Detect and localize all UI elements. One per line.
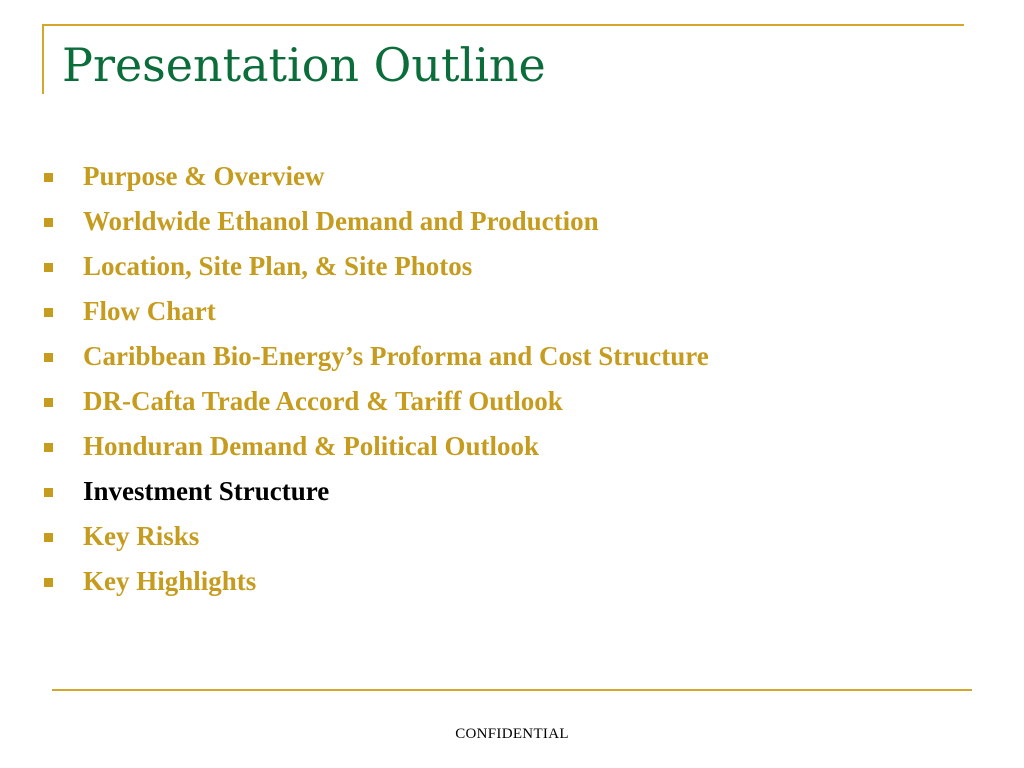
outline-item-label: Key Risks — [83, 521, 200, 551]
square-bullet-icon — [44, 263, 53, 272]
outline-list — [44, 154, 709, 604]
outline-item-dr-cafta — [44, 379, 709, 424]
square-bullet-icon — [44, 218, 53, 227]
square-bullet-icon — [44, 173, 53, 182]
square-bullet-icon — [44, 398, 53, 407]
outline-item-label: Honduran Demand & Political Outlook — [83, 431, 540, 461]
outline-item-flow-chart — [44, 289, 709, 334]
outline-item-key-risks — [44, 514, 709, 559]
outline-item-key-highlights — [44, 559, 709, 604]
square-bullet-icon — [44, 578, 53, 587]
outline-item-label: Worldwide Ethanol Demand and Production — [83, 206, 599, 236]
outline-item-honduran-demand — [44, 424, 709, 469]
outline-item-proforma — [44, 334, 709, 379]
outline-item-label: Flow Chart — [83, 296, 216, 326]
square-bullet-icon — [44, 308, 53, 317]
square-bullet-icon — [44, 533, 53, 542]
outline-item-purpose — [44, 154, 709, 199]
title-frame-left-rule — [42, 24, 44, 94]
square-bullet-icon — [44, 353, 53, 362]
outline-item-label: DR-Cafta Trade Accord & Tariff Outlook — [83, 386, 563, 416]
outline-item-location — [44, 244, 709, 289]
square-bullet-icon — [44, 488, 53, 497]
outline-item-label-current: Investment Structure — [83, 476, 330, 506]
outline-item-label: Location, Site Plan, & Site Photos — [83, 251, 473, 281]
outline-item-label: Caribbean Bio-Energy’s Proforma and Cost Structure — [83, 341, 709, 371]
outline-item-worldwide-demand — [44, 199, 709, 244]
title-frame-top-rule — [42, 24, 964, 26]
square-bullet-icon — [44, 443, 53, 452]
outline-item-label: Key Highlights — [83, 566, 257, 596]
slide-title: Presentation Outline — [62, 38, 546, 92]
outline-item-label: Purpose & Overview — [83, 161, 325, 191]
footer-confidential-label: CONFIDENTIAL — [455, 726, 569, 742]
footer-rule — [52, 689, 972, 691]
outline-item-investment-structure — [44, 469, 709, 514]
